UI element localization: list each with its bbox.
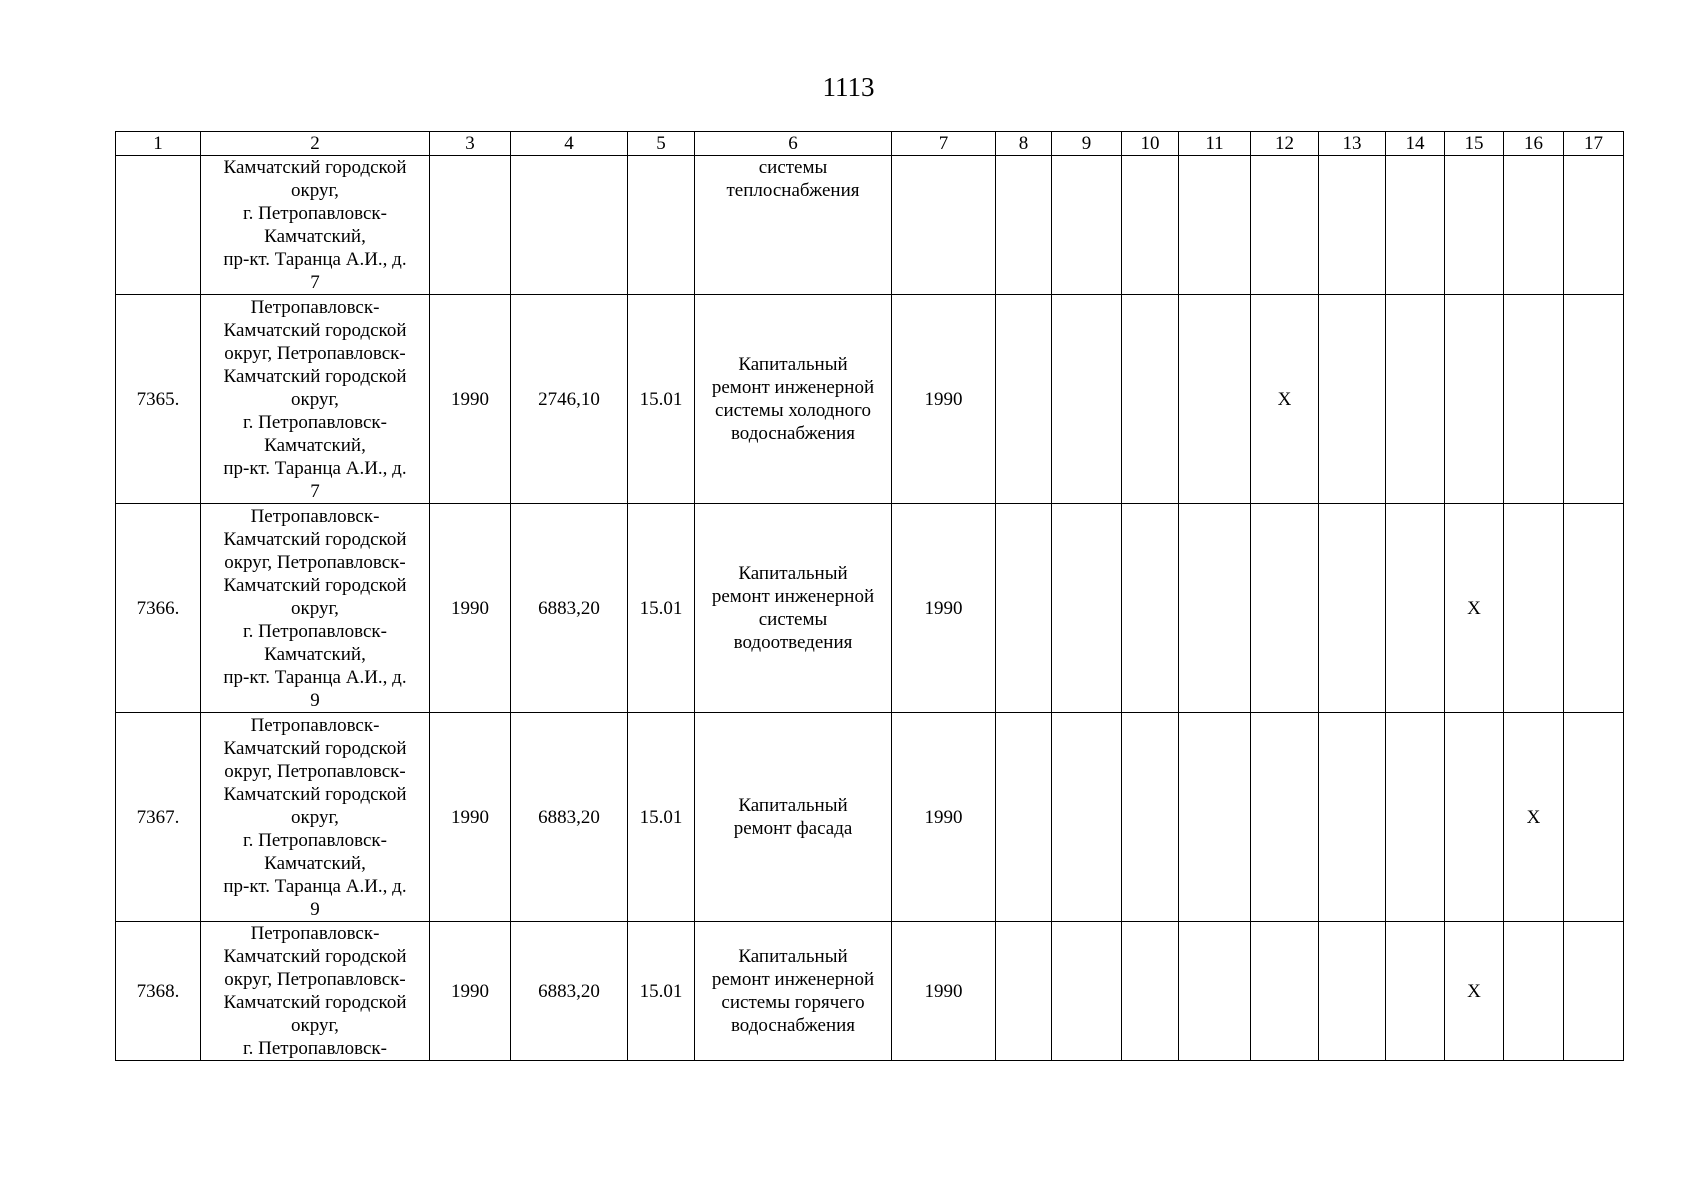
mark-cell	[1251, 504, 1319, 713]
year-cell	[892, 713, 996, 922]
address-cell-text: Петропавловск- Камчатский городской округ, Петропавловск- Камчатский городской округ, г. Петропавловск- Камчатский, пр-кт. Таранца А.И., д. 9	[223, 505, 407, 711]
year-cell-text: 1990	[451, 806, 489, 828]
mark-cell	[1504, 156, 1564, 295]
mark-cell	[1179, 504, 1251, 713]
mark-cell	[1564, 295, 1624, 504]
area-cell	[511, 713, 628, 922]
mark-cell	[1122, 295, 1179, 504]
mark-cell	[996, 504, 1052, 713]
code-cell	[628, 295, 695, 504]
mark-cell	[1251, 295, 1319, 504]
column-number: 6	[695, 132, 892, 156]
column-number: 4	[511, 132, 628, 156]
area-cell-text: 6883,20	[538, 980, 600, 1002]
year-cell-text: 1990	[451, 597, 489, 619]
mark-cell	[1251, 713, 1319, 922]
area-cell-text: 6883,20	[538, 597, 600, 619]
mark-cell	[996, 156, 1052, 295]
year-cell-text: 1990	[924, 597, 963, 619]
table-row	[116, 156, 1624, 295]
work-type-cell-text: Капитальный ремонт инженерной системы горячего водоснабжения	[711, 946, 875, 1036]
column-number: 1	[116, 132, 201, 156]
mark-cell	[1386, 922, 1445, 1061]
year-cell	[892, 295, 996, 504]
table-row	[116, 295, 1624, 504]
year-cell	[430, 713, 511, 922]
work-type-cell	[695, 504, 892, 713]
work-type-cell	[695, 922, 892, 1061]
code-cell-text: 15.01	[639, 597, 683, 619]
column-number: 9	[1052, 132, 1122, 156]
column-number: 14	[1386, 132, 1445, 156]
code-cell-text: 15.01	[639, 980, 683, 1002]
code-cell	[628, 156, 695, 295]
mark-cell	[1319, 713, 1386, 922]
mark-text: X	[1277, 388, 1292, 410]
code-cell-text: 15.01	[639, 388, 683, 410]
mark-cell	[1179, 713, 1251, 922]
work-type-cell-text: системы теплоснабжения	[726, 157, 860, 201]
code-cell-text: 15.01	[639, 806, 683, 828]
mark-text: X	[1526, 806, 1541, 828]
work-type-cell-text: Капитальный ремонт инженерной системы водоотведения	[711, 563, 875, 653]
mark-cell	[1179, 295, 1251, 504]
code-cell	[628, 922, 695, 1061]
mark-text: X	[1467, 597, 1481, 619]
mark-cell	[1122, 713, 1179, 922]
year-cell	[892, 504, 996, 713]
area-cell	[511, 922, 628, 1061]
year-cell	[430, 504, 511, 713]
table-row	[116, 504, 1624, 713]
column-number: 2	[201, 132, 430, 156]
column-number: 3	[430, 132, 511, 156]
mark-cell	[996, 713, 1052, 922]
year-cell-text: 1990	[451, 388, 489, 410]
works-table	[115, 131, 1624, 1061]
mark-cell	[1504, 295, 1564, 504]
address-cell	[201, 922, 430, 1061]
year-cell-text: 1990	[924, 980, 963, 1002]
mark-cell	[1564, 504, 1624, 713]
column-number: 7	[892, 132, 996, 156]
address-cell-text: Петропавловск- Камчатский городской округ, Петропавловск- Камчатский городской округ, г. Петропавловск-	[223, 923, 407, 1059]
work-type-cell-text: Капитальный ремонт фасада	[733, 795, 853, 839]
column-number: 11	[1179, 132, 1251, 156]
year-cell-text: 1990	[924, 388, 963, 410]
year-cell	[430, 156, 511, 295]
mark-cell	[1564, 922, 1624, 1061]
header-row	[116, 132, 1624, 156]
column-number: 8	[996, 132, 1052, 156]
address-cell-text: Петропавловск- Камчатский городской округ, Петропавловск- Камчатский городской округ, г. Петропавловск- Камчатский, пр-кт. Таранца А.И., д. 9	[223, 714, 407, 920]
area-cell-text: 2746,10	[538, 388, 600, 410]
mark-cell	[1445, 922, 1504, 1061]
mark-cell	[1052, 156, 1122, 295]
row-number-cell-text: 7367.	[136, 806, 180, 828]
mark-cell	[1179, 156, 1251, 295]
address-cell	[201, 295, 430, 504]
table-body	[116, 156, 1624, 1061]
address-cell-text: Камчатский городской округ, г. Петропавловск- Камчатский, пр-кт. Таранца А.И., д. 7	[223, 157, 407, 293]
row-number-cell	[116, 295, 201, 504]
mark-cell	[1386, 504, 1445, 713]
work-type-cell	[695, 295, 892, 504]
mark-cell	[1504, 504, 1564, 713]
mark-cell	[1319, 295, 1386, 504]
mark-cell	[1122, 922, 1179, 1061]
mark-cell	[1052, 922, 1122, 1061]
row-number-cell-text: 7365.	[136, 388, 180, 410]
page-number: 1113	[822, 72, 875, 102]
area-cell	[511, 295, 628, 504]
work-type-cell	[695, 713, 892, 922]
column-number: 16	[1504, 132, 1564, 156]
mark-cell	[1319, 504, 1386, 713]
mark-cell	[1251, 156, 1319, 295]
mark-cell	[1386, 713, 1445, 922]
address-cell	[201, 504, 430, 713]
row-number-cell	[116, 922, 201, 1061]
row-number-cell	[116, 504, 201, 713]
column-number: 10	[1122, 132, 1179, 156]
mark-cell	[1445, 295, 1504, 504]
mark-cell	[1251, 922, 1319, 1061]
year-cell	[430, 922, 511, 1061]
area-cell	[511, 504, 628, 713]
row-number-cell-text: 7368.	[136, 980, 180, 1002]
address-cell	[201, 156, 430, 295]
address-cell	[201, 713, 430, 922]
column-number: 17	[1564, 132, 1624, 156]
mark-cell	[1319, 922, 1386, 1061]
mark-cell	[1052, 713, 1122, 922]
row-number-cell	[116, 713, 201, 922]
row-number-cell-text: 7366.	[136, 597, 180, 619]
work-type-cell-text: Капитальный ремонт инженерной системы холодного водоснабжения	[711, 354, 875, 444]
mark-cell	[1122, 156, 1179, 295]
year-cell-text: 1990	[451, 980, 489, 1002]
year-cell	[892, 156, 996, 295]
work-type-cell	[695, 156, 892, 295]
mark-cell	[1445, 504, 1504, 713]
area-cell-text: 6883,20	[538, 806, 600, 828]
mark-cell	[996, 922, 1052, 1061]
mark-cell	[1386, 156, 1445, 295]
mark-cell	[1386, 295, 1445, 504]
mark-cell	[1504, 922, 1564, 1061]
mark-cell	[1052, 504, 1122, 713]
column-number: 15	[1445, 132, 1504, 156]
year-cell	[892, 922, 996, 1061]
year-cell-text: 1990	[924, 806, 963, 828]
address-cell-text: Петропавловск- Камчатский городской округ, Петропавловск- Камчатский городской округ, г. Петропавловск- Камчатский, пр-кт. Таранца А.И., д. 7	[223, 296, 407, 502]
mark-cell	[1564, 156, 1624, 295]
mark-cell	[996, 295, 1052, 504]
column-number: 13	[1319, 132, 1386, 156]
code-cell	[628, 504, 695, 713]
area-cell	[511, 156, 628, 295]
mark-cell	[1319, 156, 1386, 295]
row-number-cell	[116, 156, 201, 295]
mark-cell	[1052, 295, 1122, 504]
column-number: 5	[628, 132, 695, 156]
mark-cell	[1445, 713, 1504, 922]
table-row	[116, 922, 1624, 1061]
table-row	[116, 713, 1624, 922]
year-cell	[430, 295, 511, 504]
mark-text: X	[1467, 980, 1481, 1002]
mark-cell	[1504, 713, 1564, 922]
mark-cell	[1179, 922, 1251, 1061]
column-number: 12	[1251, 132, 1319, 156]
mark-cell	[1122, 504, 1179, 713]
mark-cell	[1564, 713, 1624, 922]
mark-cell	[1445, 156, 1504, 295]
code-cell	[628, 713, 695, 922]
